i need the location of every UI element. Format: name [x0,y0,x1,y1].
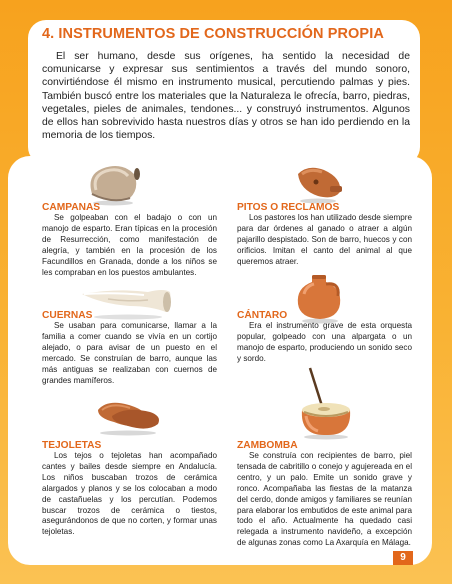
intro-text: El ser humano, desde sus orígenes, ha sentido la necesidad de comunicarse y expresar sus sentimientos a través del mundo sonoro, convirtiéndose él mismo en instrumento musical, percutiendo palmas y pies. También buscó entre los materiales que la Naturaleza le ofrecía, barro, piedras, vegetales, pieles de animales, tendones... y construyó instrumentos. Algunos de ellos han sobrevivido hasta nuestros días y otros se han ido perdiendo en la memoria de los tiempos. [42,51,410,142]
whistle-icon [290,160,348,204]
pitos-title: PITOS O RECLAMOS [237,202,340,213]
campanas-text: Se golpeaban con el badajo o con un manojo de esparto. Eran típicas en la procesión de Resurrección, como manifestación de alegría, y también en la procesión de los Facundillos en Granada, donde a los niños se les compraban en los puestos ambulantes. [42,213,217,277]
tejoletas-text: Los tejos o tejoletas han acompañado cantes y bailes desde siempre en Andalucía. Los niños buscaban trozos de cerámica alargados y planos y se los colocaban a modo de castañuelas y los percutían. Podemos buscar trozos de cerámica o tiestos, asegurándonos de que no corten, y formar unas tejoletas. [42,451,217,537]
cuernas-title: CUERNAS [42,310,93,321]
bell-icon [82,160,144,206]
cantaro-title: CÁNTARO [237,310,288,321]
zambomba-icon [292,366,358,440]
section-title: 4. INSTRUMENTOS DE CONSTRUCCIÓN PROPIA [42,26,384,42]
zambomba-title: ZAMBOMBA [237,440,298,451]
cantaro-text: Era el instrumento grave de esta orquesta popular, golpeado con una alpargata o un manojo de esparto, produciendo un sonido seco y sordo. [237,321,412,363]
campanas-title: CAMPANAS [42,202,101,213]
cuernas-text: Se usaban para comunicarse, llamar a la familia a comer cuando se vivía en un cortijo alejado, o para avisar de un puesto en el mercado. Se construían de barro, aunque las más antiguas se realizaban con cuernos de grandes mamíferos. [42,321,217,385]
tejoletas-title: TEJOLETAS [42,440,102,451]
page-number: 9 [393,551,413,565]
jug-icon [290,272,348,324]
clay-tiles-icon [92,392,166,436]
pitos-text: Los pastores los han utilizado desde siempre para dar órdenes al ganado o atraer a algún pajarillo despistado. Son de barro, huecos y con orificios. Imitan el canto del animal al que queremos atraer. [237,213,412,266]
horn-icon [78,282,174,320]
zambomba-text: Se construía con recipientes de barro, piel tensada de cabritillo o conejo y agujereada en el centro, y un palo. Emite un sonido grave y ronco. Acompañaba las fiestas de la matanza del cerdo, donde amigos y familiares se reunían para elaborar los embutidos de este animal para todo el año. Actualmente ha quedado casi relegada a instrumento navideño, a excepción de algunas zonas como La Axarquía en Málaga. [237,451,412,548]
